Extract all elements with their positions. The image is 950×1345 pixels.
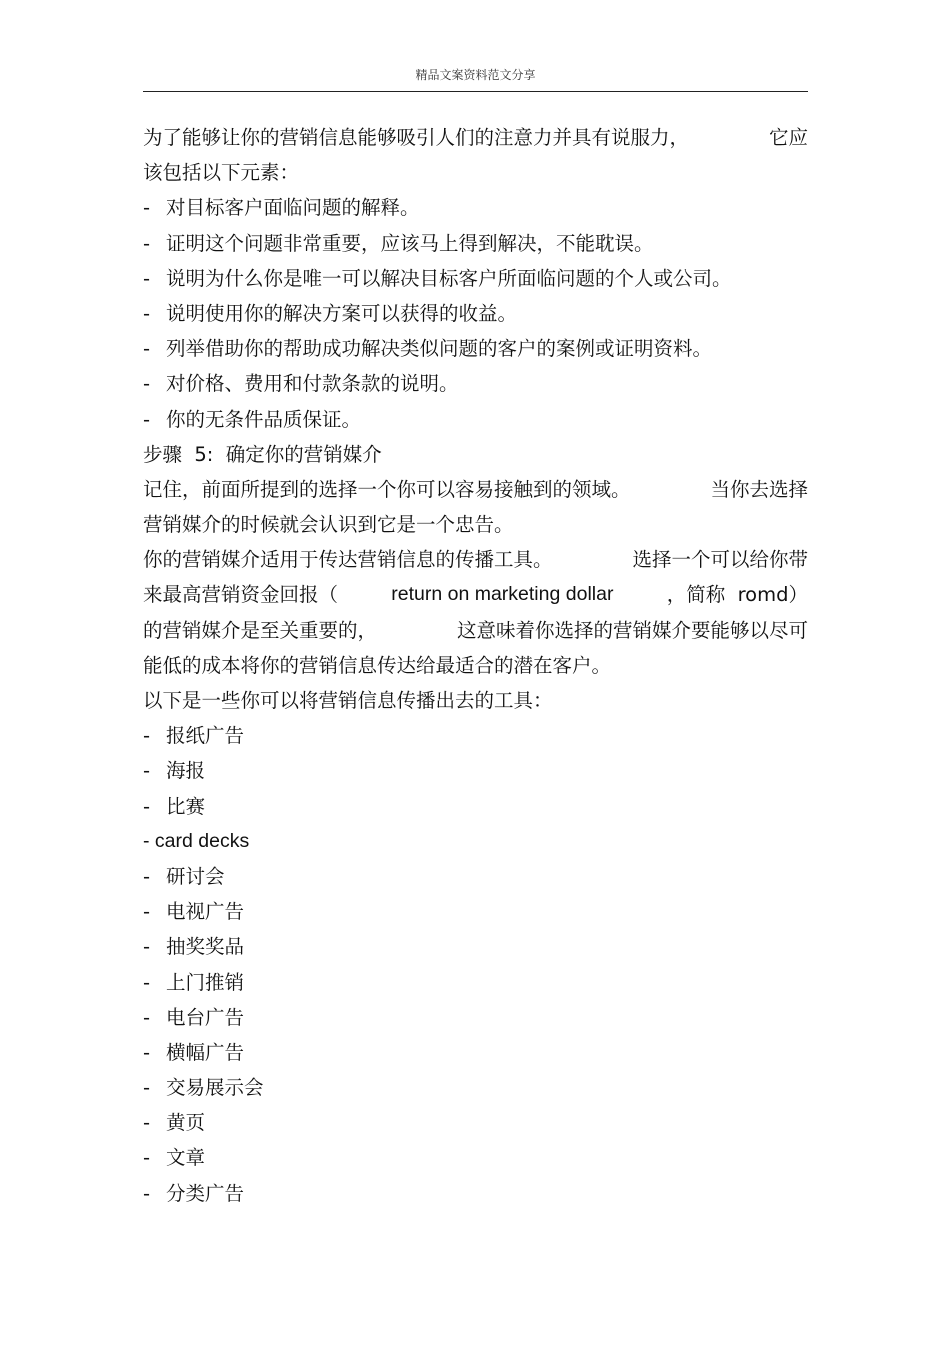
list-item — [143, 1140, 808, 1175]
list-item — [143, 1070, 808, 1105]
list-item-text: 对价格、费用和付款条款的说明。 — [166, 372, 459, 396]
paragraph-line — [143, 542, 808, 577]
list-item-text: 证明这个问题非常重要，应该马上得到解决，不能耽误。 — [166, 231, 654, 255]
list-item-text: 电视广告 — [166, 900, 245, 924]
list-item — [143, 789, 808, 824]
list-item-text: 横幅广告 — [166, 1040, 245, 1064]
list-item-text: 列举借助你的帮助成功解决类似问题的客户的案例或证明资料。 — [166, 337, 713, 361]
paragraph-line — [143, 472, 808, 507]
list-item — [143, 402, 808, 437]
paragraph-text: 的营销媒介是至关重要的， — [143, 618, 378, 642]
list-dash: - — [143, 724, 151, 748]
list-item-text: 分类广告 — [166, 1181, 245, 1205]
paragraph-line: 营销媒介的时候就会认识到它是一个忠告。 — [143, 513, 514, 537]
list-dash: - — [143, 266, 151, 290]
list-dash: - — [143, 196, 151, 220]
list-item-text: 黄页 — [166, 1111, 206, 1135]
list-item-text: 交易展示会 — [166, 1076, 264, 1100]
paragraph-line — [143, 613, 808, 648]
paragraph-text-latin: return on marketing dollar — [391, 583, 614, 606]
list-item — [143, 226, 808, 261]
paragraph-line — [143, 120, 808, 155]
list-dash: - — [143, 337, 151, 361]
list-dash: - — [143, 970, 151, 994]
paragraph-line — [143, 577, 808, 612]
list-item — [143, 1176, 808, 1211]
list-dash: - — [143, 1111, 151, 1135]
list-item-text: 对目标客户面临问题的解释。 — [166, 196, 420, 220]
list-dash: - — [143, 231, 151, 255]
list-item-text: 抽奖奖品 — [166, 935, 245, 959]
list-item-text: 电台广告 — [166, 1005, 245, 1029]
list-item-text: 上门推销 — [166, 970, 245, 994]
list-item-text: 海报 — [166, 759, 206, 783]
paragraph-text: 记住，前面所提到的选择一个你可以容易接触到的领域。 — [143, 477, 631, 501]
paragraph-text: 来最高营销资金回报（ — [143, 583, 339, 607]
paragraph-text: 你的营销媒介适用于传达营销信息的传播工具。 — [143, 548, 553, 572]
page-header: 精品文案资料范文分享 — [415, 68, 536, 82]
list-dash: - — [143, 407, 151, 431]
paragraph-text: 它应 — [768, 126, 808, 149]
list-item-text: 报纸广告 — [166, 724, 245, 748]
section-heading: 步骤 5: 确定你的营销媒介 — [143, 442, 382, 466]
list-item — [143, 1000, 808, 1035]
paragraph-text: 当你去选择 — [710, 477, 808, 501]
list-item-text: 研讨会 — [166, 864, 225, 888]
list-item — [143, 1105, 808, 1140]
list-item — [143, 296, 808, 331]
paragraph-text: ，简称 romd） — [666, 583, 808, 607]
list-item — [143, 965, 808, 1000]
paragraph-line: 能低的成本将你的营销信息传达给最适合的潜在客户。 — [143, 653, 612, 677]
list-item — [143, 894, 808, 929]
list-item — [143, 261, 808, 296]
list-item — [143, 753, 808, 788]
list-dash: - — [143, 1076, 151, 1100]
header-divider — [143, 91, 808, 92]
paragraph-line: 以下是一些你可以将营销信息传播出去的工具： — [143, 689, 553, 712]
list-dash: - — [143, 900, 151, 924]
list-dash: - — [143, 864, 151, 888]
paragraph-text: 这意味着你选择的营销媒介要能够以尽可 — [456, 618, 808, 642]
list-dash: - — [143, 1146, 151, 1170]
list-item-text: 文章 — [166, 1146, 206, 1170]
list-dash: - — [143, 372, 151, 396]
list-item — [143, 1035, 808, 1070]
list-dash: - — [143, 1005, 151, 1029]
list-dash: - — [143, 935, 151, 959]
list-item — [143, 366, 808, 401]
list-item — [143, 331, 808, 366]
list-dash: - — [143, 301, 151, 325]
list-item — [143, 929, 808, 964]
list-item — [143, 718, 808, 753]
list-dash: - — [143, 1040, 151, 1064]
list-item-text: 你的无条件品质保证。 — [166, 407, 362, 431]
list-item-text: 比赛 — [166, 794, 206, 818]
list-item — [143, 859, 808, 894]
list-item-text: 说明使用你的解决方案可以获得的收益。 — [166, 301, 518, 325]
list-item-text: 说明为什么你是唯一可以解决目标客户所面临问题的个人或公司。 — [166, 266, 732, 290]
paragraph-line: 该包括以下元素： — [143, 161, 300, 185]
paragraph-text: 为了能够让你的营销信息能够吸引人们的注意力并具有说服力， — [143, 126, 690, 149]
list-item: - card decks — [143, 829, 250, 852]
document-body — [143, 120, 808, 1211]
list-dash: - — [143, 794, 151, 818]
list-dash: - — [143, 1181, 151, 1205]
paragraph-text: 选择一个可以给你带 — [632, 548, 808, 572]
list-dash: - — [143, 759, 151, 783]
list-item — [143, 190, 808, 225]
